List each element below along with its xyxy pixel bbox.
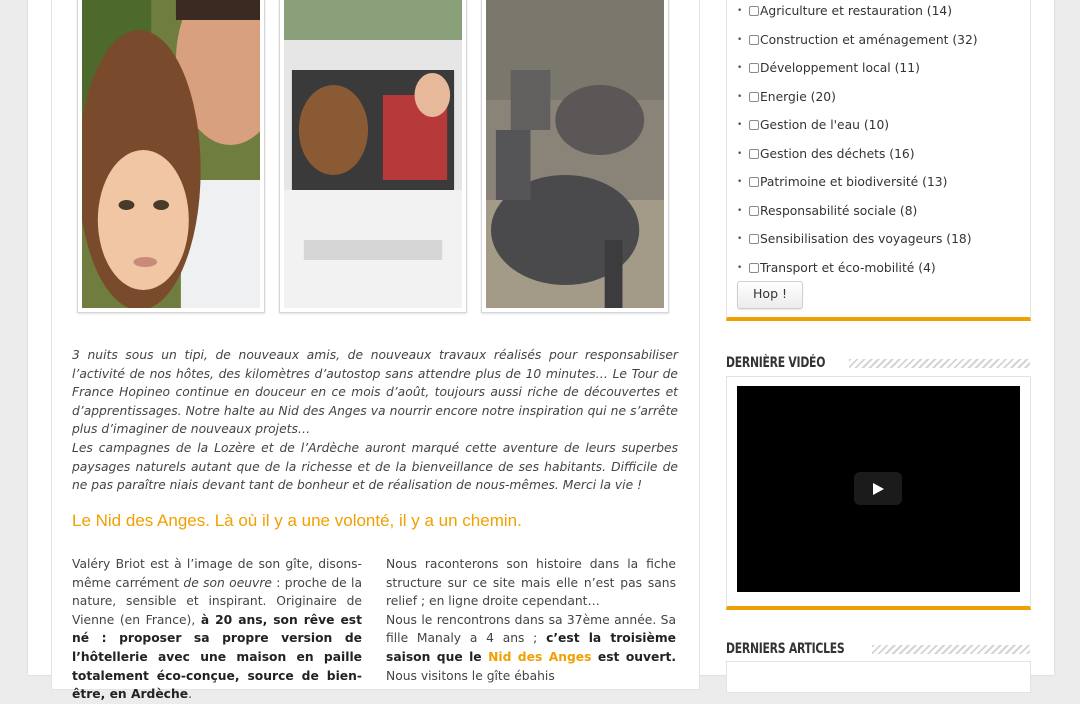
photo-car-dog[interactable] bbox=[279, 0, 467, 313]
category-item: • Agriculture et restauration (14) bbox=[737, 4, 953, 19]
category-checkbox[interactable] bbox=[749, 6, 759, 16]
intro-paragraph-2: Les campagnes de la Lozère et de l’Ardèche auront marqué cette aventure de leurs superbes paysages naturels autant que de la richesse et de la bienveillance de ses habitants. Difficile de ne pas paraître niais devant tant de bonheur et de réalisation de nous-mêmes. Merci la vie ! bbox=[72, 440, 678, 493]
intro-text bbox=[72, 346, 678, 495]
video-widget-header bbox=[726, 353, 1030, 373]
video-widget-title: DERNIÈRE VIDÉO bbox=[726, 355, 826, 371]
articles-widget-title: DERNIERS ARTICLES bbox=[726, 641, 845, 657]
category-item: • Responsabilité sociale (8) bbox=[737, 203, 918, 218]
play-button[interactable] bbox=[854, 472, 902, 505]
nid-des-anges-link[interactable]: Nid des Anges bbox=[488, 649, 592, 664]
category-checkbox[interactable] bbox=[749, 234, 759, 244]
categories-widget bbox=[726, 0, 1031, 321]
article-column-left bbox=[72, 555, 362, 704]
hop-submit-button[interactable]: Hop ! bbox=[737, 281, 803, 309]
category-checkbox[interactable] bbox=[749, 263, 759, 273]
right-paragraph-2: Nous le rencontrons dans sa 37ème année. Sa fille Manaly a 4 ans ; c’est la troisième saison que le Nid des Anges est ouvert. Nous visitons le gîte ébahis bbox=[386, 612, 676, 683]
category-item: • Patrimoine et biodiversité (13) bbox=[737, 175, 948, 190]
category-list bbox=[737, 0, 978, 282]
category-item: • Gestion de l'eau (10) bbox=[737, 118, 890, 133]
category-item: • Energie (20) bbox=[737, 89, 836, 104]
category-checkbox[interactable] bbox=[749, 149, 759, 159]
section-title: Le Nid des Anges. Là où il y a une volonté, il y a un chemin. bbox=[72, 511, 522, 530]
category-checkbox[interactable] bbox=[749, 63, 759, 73]
play-icon bbox=[871, 482, 885, 496]
video-player[interactable] bbox=[737, 386, 1020, 592]
category-checkbox[interactable] bbox=[749, 35, 759, 45]
left-paragraph: Valéry Briot est à l’image de son gîte, disons-même carrément de son oeuvre : proche de la nature, sensible et inspirant. Originaire de Vienne (en France), à 20 ans, son rêve est né : proposer sa propre version de l’hôtellerie avec une maison en paille totalement éco-conçue, source de bien-être, en Ardèche. bbox=[72, 557, 362, 702]
right-paragraph-1: Nous raconterons son histoire dans la fiche structure sur ce site mais elle n’est pas sans relief ; en ligne droite cependant… bbox=[386, 557, 676, 609]
photo-father-daughter[interactable] bbox=[77, 0, 265, 313]
category-checkbox[interactable] bbox=[749, 120, 759, 130]
category-checkbox[interactable] bbox=[749, 206, 759, 216]
category-checkbox[interactable] bbox=[749, 177, 759, 187]
header-stripes bbox=[872, 645, 1030, 654]
category-checkbox[interactable] bbox=[749, 92, 759, 102]
video-widget bbox=[726, 376, 1031, 610]
articles-widget-header bbox=[726, 639, 1030, 659]
category-item: • Sensibilisation des voyageurs (18) bbox=[737, 232, 972, 247]
category-item: • Transport et éco-mobilité (4) bbox=[737, 260, 936, 275]
intro-paragraph-1: 3 nuits sous un tipi, de nouveaux amis, de nouveaux travaux réalisés pour responsabiliser l’activité de nos hôtes, des kilomètres d’autostop sans attendre plus de 10 minutes… Le Tour de France Hopineo continue en douceur en ce mois d’août, toujours aussi riche de découvertes et d’apprentissages. Notre halte au Nid des Anges va nourrir encore notre inspiration qui ne s’arrête plus d’imaginer de nouveaux projets… bbox=[72, 348, 678, 437]
article-column-right bbox=[386, 555, 676, 685]
articles-widget bbox=[726, 661, 1031, 693]
header-stripes bbox=[849, 359, 1030, 368]
category-item: • Gestion des déchets (16) bbox=[737, 146, 915, 161]
category-item: • Construction et aménagement (32) bbox=[737, 32, 978, 47]
photo-donkeys[interactable] bbox=[481, 0, 669, 313]
category-item: • Développement local (11) bbox=[737, 61, 920, 76]
